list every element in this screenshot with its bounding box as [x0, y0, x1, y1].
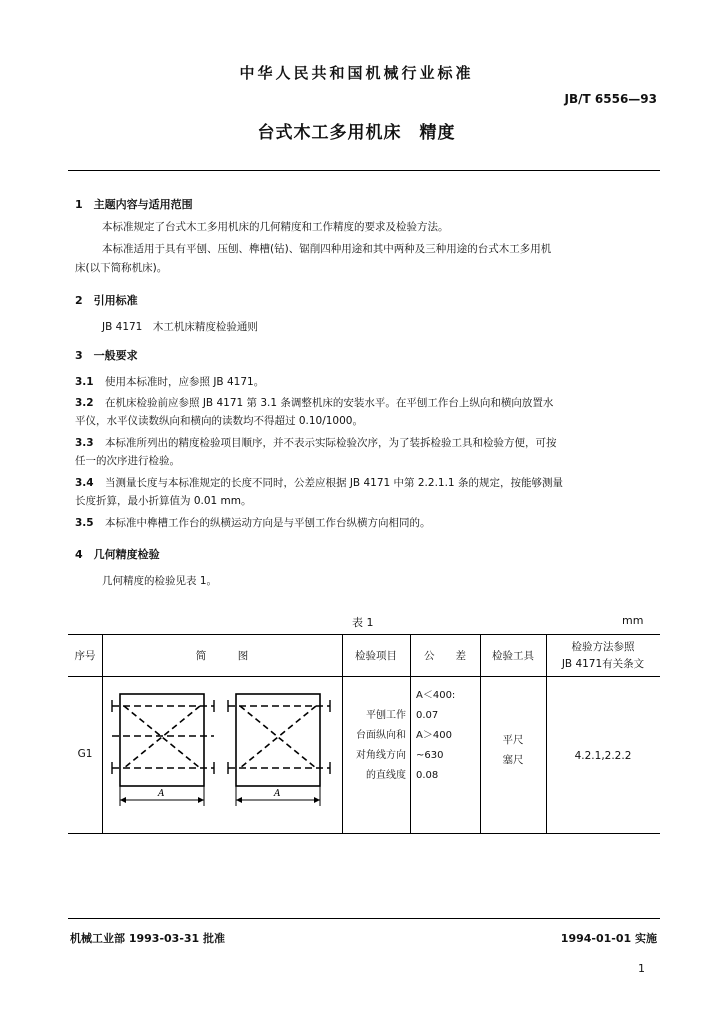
clause-3-2 — [75, 394, 675, 430]
cell-inspection-tool — [480, 730, 546, 770]
clause-text: 当测量长度与本标准规定的长度不同时，公差应根据 JB 4171 中第 2.2.1.1 条的规定，按能够测量 — [105, 477, 563, 489]
tolerance-line: 0.08 — [416, 770, 439, 781]
tolerance-line: ~630 — [416, 750, 444, 761]
dim-label-right: A — [274, 789, 281, 799]
section-1-para-2b: 床(以下简称机床)。 — [75, 262, 168, 274]
clause-number: 3.5 — [75, 517, 94, 529]
clause-number: 3.4 — [75, 477, 94, 489]
clause-number: 3.1 — [75, 376, 94, 388]
clause-text: 本标准中榫槽工作台的纵横运动方向是与平刨工作台纵横方向相同的。 — [105, 517, 431, 529]
table-label: 表 1 — [352, 616, 374, 629]
clause-3-5 — [75, 514, 675, 532]
section-1-heading: 1 主题内容与适用范围 — [75, 198, 193, 211]
clause-text: 本标准所列出的精度检验项目顺序，并不表示实际检验次序，为了装拆检验工具和检验方便，可按 — [105, 437, 557, 449]
cell-inspection-item — [342, 706, 410, 786]
clause-text-cont: 任一的次序进行检验。 — [75, 455, 180, 467]
dim-label-left: A — [158, 789, 165, 799]
section-2-heading: 2 引用标准 — [75, 294, 138, 307]
clause-text: 在机床检验前应参照 JB 4171 第 3.1 条调整机床的安装水平。在平刨工作台上纵向和横向放置水 — [105, 397, 554, 409]
tolerance-line: A＞400 — [416, 730, 452, 741]
th-number: 序号 — [74, 650, 96, 662]
clause-number: 3.2 — [75, 397, 94, 409]
section-4-heading: 4 几何精度检验 — [75, 548, 160, 561]
th-method-line-1: 检验方法参照 — [571, 641, 635, 653]
th-method-line-2: JB 4171有关条文 — [561, 658, 645, 670]
tool-line: 平尺 — [502, 734, 524, 746]
tool-line: 塞尺 — [502, 754, 524, 766]
tolerance-line: A＜400: — [416, 690, 456, 701]
header-rule — [68, 170, 660, 171]
clause-text-cont: 平仪，水平仪读数纵向和横向的读数均不得超过 0.10/1000。 — [75, 415, 363, 427]
item-line: 平刨工作 — [366, 710, 406, 721]
clause-number: 3.3 — [75, 437, 94, 449]
issuing-header: 中华人民共和国机械行业标准 — [239, 64, 474, 82]
clause-3-1 — [75, 373, 665, 391]
table-1 — [68, 634, 660, 834]
effective-date: 1994-01-01 实施 — [560, 932, 657, 945]
clause-text: 使用本标准时，应参照 JB 4171。 — [105, 376, 265, 388]
item-line: 对角线方向 — [356, 750, 406, 761]
document-title: 台式木工多用机床 精度 — [257, 123, 456, 143]
item-line: 的直线度 — [366, 770, 406, 781]
clause-3-4 — [75, 474, 675, 510]
standard-code: JB/T 6556—93 — [564, 92, 657, 106]
table-unit: mm — [622, 614, 644, 627]
footer-rule — [68, 918, 660, 919]
section-3-heading: 3 一般要求 — [75, 349, 138, 362]
th-inspection-item: 检验项目 — [355, 650, 397, 662]
section-4-para-1: 几何精度的检验见表 1。 — [102, 575, 218, 587]
cell-number: G1 — [77, 748, 93, 760]
item-line: 台面纵向和 — [356, 730, 406, 741]
clause-3-3 — [75, 434, 675, 470]
tolerance-line: 0.07 — [416, 710, 439, 721]
section-1-para-1: 本标准规定了台式木工多用机床的几何精度和工作精度的要求及检验方法。 — [102, 221, 449, 233]
cell-tolerance — [416, 686, 480, 786]
flatness-diagram — [102, 676, 342, 833]
th-tolerance: 公 差 — [424, 650, 466, 662]
reference-standard: JB 4171 木工机床精度检验通则 — [102, 321, 258, 333]
th-inspection-tool: 检验工具 — [492, 650, 534, 662]
clause-text-cont: 长度折算，最小折算值为 0.01 mm。 — [75, 495, 252, 507]
approval-note: 机械工业部 1993-03-31 批准 — [70, 932, 226, 945]
page-number: 1 — [638, 962, 645, 975]
section-1-para-2a: 本标准适用于具有平刨、压刨、榫槽(钻)、锯削四种用途和其中两种及三种用途的台式木工多用机 — [102, 243, 552, 255]
cell-method-reference: 4.2.1,2.2.2 — [574, 750, 632, 762]
th-diagram: 简 图 — [195, 650, 249, 662]
